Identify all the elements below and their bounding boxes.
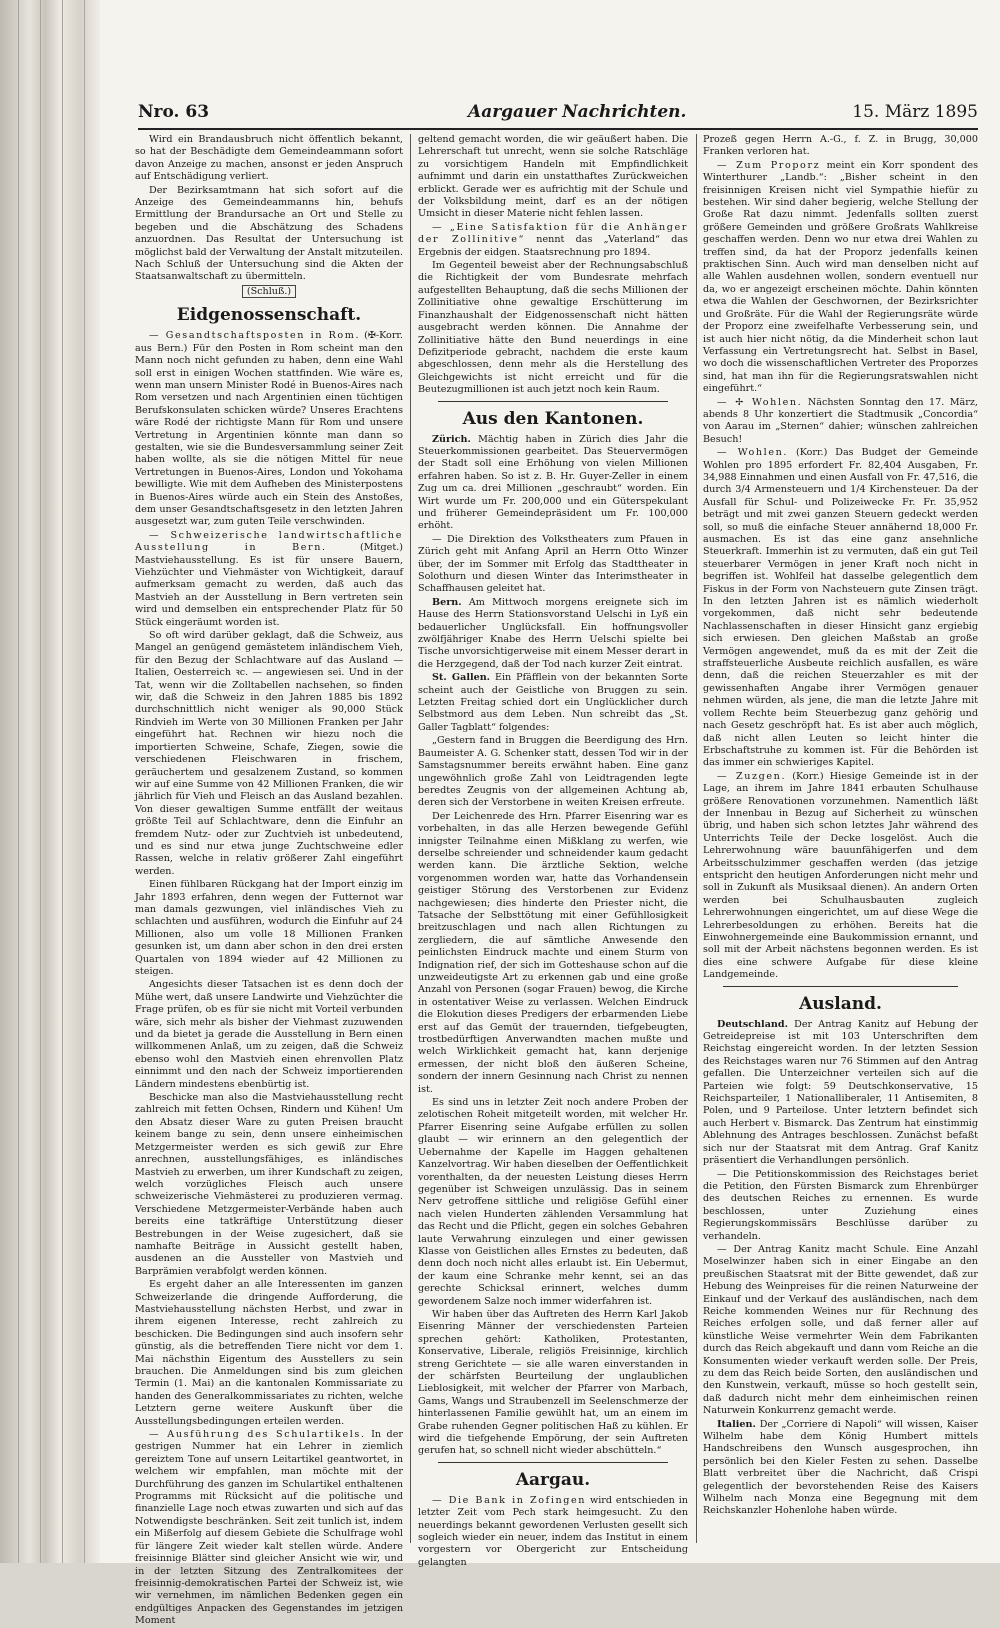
column-1 xyxy=(135,134,403,1627)
end-marker: (Schluß.) xyxy=(135,286,403,298)
item-body: meint ein Korr spondent des Winterthurer „Landb.“: „Bisher scheint in den freisinnigen Kreisen nicht viel Sympathie hiefür zu bestehen. Wir sind daher begierig, welche Stellung der Große Rat dazu nimmt. Jedenfalls sollten zuerst größere Gemeinden und größere Großrats Wahlkreise geschaffen werden. Denn wo nur etwa drei Wahlen zu treffen sind, da hat der Proporz jedenfalls keinen praktischen Sinn. Auch wird man denselben nicht auf alle Wahlen ausdehnen wollen, sondern eventuell nur da, wo er angezeigt erscheinen möchte. Dahin könnten etwa die Wahlen der Geschwornen, der Bezirksrichter und Großräte. Für die Wahl der Regierungsräte würde der Proporz eine zweifelhafte Verbesserung sein, und ist auch hier nicht nötig, da die Minderheit schon laut Verfassung ein Vertretungsrecht hat. Selbst in Basel, wo doch die wissenschaftlichen Vertreter des Proporzes sind, hat man ihn für die Regierungsratswahlen nicht eingeführt.“ xyxy=(703,159,978,395)
column-rule xyxy=(696,134,697,1543)
paragraph: So oft wird darüber geklagt, daß die Schweiz, aus Mangel an genügend gemästetem inländischem Vieh, für den Bezug der Schlachtware auf das Ausland — Italien, Oesterreich ꝛc. — angewiesen sei. Und in der Tat, wenn wir die Zolltabellen nachsehen, so finden wir, daß die Schweiz in den Jahren 1885 bis 1892 durchschnittlich nicht weniger als 90,000 Stück Rindvieh im Werte von 30 Millionen Franken per Jahr eingeführt hat. Rechnen wir hiezu noch die importierten Schweine, Schafe, Ziegen, sowie die verschiedenen Fleischwaren in frischem, geräuchertem und gesalzenem Zustand, so kommen wir auf eine Summe von 42 Millionen Franken, die wir jährlich für Vieh und Fleisch an das Ausland bezahlen. Von dieser gewaltigen Summe entfällt der weitaus größte Teil auf Schlachtware, denn die Einfuhr an fremdem Nutz- oder zur Zuchtvieh ist unbedeutend, und es sind nur etwa junge Zuchtschweine edler Rassen, welche in relativ größerer Zahl eingeführt werden. xyxy=(135,630,403,877)
section-heading-kantone: Aus den Kantonen. xyxy=(462,408,644,429)
paragraph: Wir haben über das Auftreten des Herrn Karl Jakob Eisenring Männer der verschiedensten Parteien sprechen gehört: Katholiken, Protestanten, Konservative, Liberale, religiös Freisinnige, kirchlich streng Gerichtete — sie alle waren einverstanden in der schärfsten Beurteilung der unglaublichen Lieblosigkeit, mit welcher der Pfarrer von Marbach, Gams, Wangs und Straubenzell im Seelenschmerze der hinterlassenen Familie gewühlt hat, um an einem im Grabe ruhenden Gegner politischen Haß zu kühlen. Er wird die tiefgehende Empörung, der sein Auftreten gerufen hat, so schnell nicht wieder abschütteln.“ xyxy=(418,1308,688,1457)
paragraph: Im Gegenteil beweist aber der Rechnungsabschluß die Richtigkeit der vom Bundesrate mehrfach aufgestellten Behauptung, daß die sechs Millionen der Zollinitiative ohne gewaltige Erschütterung im Finanzhaushalt der Eidgenossenschaft nicht hätten ausgebracht werden können. Die Annahme der Zollinitiative hätte den Bund neuerdings in eine Defizitperiode gebracht, nachdem die erste kaum abgeschlossen, denn mehr als die Herstellung des Gleichgewichts ist nicht erreicht und für die Beutezugmillionen ist auch jetzt noch kein Raum. xyxy=(418,260,688,396)
item-body: (Korr.) Hiesige Gemeinde ist in der Lage, an ihrem im Jahre 1841 erbauten Schulhause größere Renovationen vorzunehmen. Namentlich läßt der Innenbau in Bezug auf Sicherheit zu wünschen übrig, und haben sich schon letztes Jahr während des Unterrichts Teile der Decke losgelöst. Auch die Lehrerwohnung wäre bauunfähigerfen und dem Arbeitsschulzimmer geschaffen werden (das jetzige entspricht den heutigen Anforderungen nicht mehr und soll in Zukunft als Musiksaal dienen). An andern Orten werden bei Schulhausbauten zugleich Lehrerwohnungen eingerichtet, um auf diese Wege die Lehrerbesoldungen zu erhöhen. Bereits hat die Einwohnergemeinde eine Baukommission ernannt, und soll mit der Arbeit nächstens begonnen werden. Es ist dies eine schwere Aufgabe für diese kleine Landgemeinde. xyxy=(703,770,978,981)
item-heading: — Schweizerische landwirtschaftliche Ausstellung in Bern. xyxy=(135,529,403,554)
paragraph: Angesichts dieser Tatsachen ist es denn doch der Mühe wert, daß unsere Landwirte und Viehzüchter die Frage prüfen, ob es für sie nicht mit Vorteil verbunden wäre, sich mehr als bisher der Viehmast zuzuwenden und da bietet ja gerade die Ausstellung in Bern einen willkommenen Anlaß, um zu zeigen, daß die Schweiz ebenso wohl den Mastvieh einen ehrenvollen Platz einnimmt und den nach der Schweiz importierenden Ländern mindestens ebenbürtig ist. xyxy=(135,979,403,1090)
paragraph: — Die Direktion des Volkstheaters zum Pfauen in Zürich geht mit Anfang April an Herrn Otto Winzer über, der im Sommer mit Erfolg das Stadttheater in Solothurn und diesen Winter das Interimstheater in Schaffhausen geleitet hat. xyxy=(418,533,688,595)
section-heading-aargau: Aargau. xyxy=(515,1469,591,1490)
column-3 xyxy=(703,134,978,1545)
newspaper-title: Aargauer Nachrichten. xyxy=(468,102,687,122)
paragraph: Der Leichenrede des Hrn. Pfarrer Eisenring war es vorbehalten, in das alle Herzen bewegende Gefühl innigster Teilnahme einen Mißklang zu werfen, wie derselbe schreiender und schneidender kaum gedacht werden kann. Die ärztliche Sektion, welche vorgenommen worden war, hatte das Vorhandensein geistiger Störung des Verstorbenen zur Evidenz nachgewiesen; dies hinderte den Priester nicht, die Tatsache der Selbsttötung mit einer Gefühllosigkeit breitzuschlagen und nach allen Richtungen zu zergliedern, die auf sämtliche Anwesende den peinlichsten Eindruck machte und einem Sturm von Indignation rief, der sich im Gotteshause schon auf die unzweideutigste Art zu erkennen gab und eine große Anzahl von Personen (sogar Frauen) bewog, die Kirche in ostentativer Weise zu verlassen. Welchen Eindruck die Elokution dieses Predigers der erbarmenden Liebe erst auf das Gemüt der trauernden, tiefgebeugten, trostbedürftigen Anverwandten machen mußte und welch Wirklichkeit gemacht hat, kann derjenige ermessen, der nicht bloß den äußeren Scheine, sondern der innern Gesinnung nach Christ zu nennen ist. xyxy=(418,810,688,1095)
country-heading: Deutschland. xyxy=(717,1018,788,1030)
paragraph: Einen fühlbaren Rückgang hat der Import einzig im Jahr 1893 erfahren, denn wegen der Futternot war man damals gezwungen, viel inländisches Vieh zu schlachten und ausführen, wodurch die Einfuhr auf 24 Millionen, also um volle 18 Millionen Franken gesunken ist, um dann aber schon in den drei ersten Quartalen von 1894 wieder auf 42 Millionen zu steigen. xyxy=(135,879,403,977)
item-body: (Korr.) Das Budget der Gemeinde Wohlen pro 1895 erfordert Fr. 82,404 Ausgaben, Fr. 34,988 Einnahmen und einen Ausfall von Fr. 47,516, die durch 3/4 Armensteuern und 1/4 Kirchensteuer. Da der Ausfall für Schul- und Polizeiwecke Fr. Fr. 35,952 beträgt und mit zwei ganzen Steuern gedeckt werden soll, so muß die einfache Steuer annähernd 18,000 Fr. ausmachen. Es ist das eine ganz ansehnliche Steuerkraft. Immerhin ist zu vermuten, daß ein gut Teil steuerbarer Vermögen in jener Kraft noch nicht in begriffen ist. Wohlfeil hat dasselbe gelegentlich dem Fiskus in der Form von Nachsteuern gute Zinsen trägt. In den letzten Jahren ist es nämlich wiederholt vorgekommen, daß nicht sehr bedeutende Nachlassenschaften in dieser Hinsicht ganz ergiebig sich erwiesen. Den gleichen Maßstab an große Vermögen angewendet, muß da es mit der Zeit die straffsteuerliche Ausbeute reichlich ausfallen, es wäre denn, daß die reichen Steuerzahler es mit der gewissenhaften Angabe ihrer Vermögen genauer nehmen würden, als jene, die man die letzte Jahre mit vollem Rechte beim Steuerbezug ganz gehörig und nach Gesetz geschröpft hat. Es ist aber auch möglich, daß nicht allen Leuten so leicht hinter die Erbschaftstruhe zu kommen ist. Für die Behörden ist das immer ein schwieriges Kapitel. xyxy=(703,447,978,769)
canton-heading: Bern. xyxy=(432,596,462,608)
item-body: Mächtig haben in Zürich dies Jahr die Steuerkommissionen gearbeitet. Das Steuervermögen der Stadt soll eine Erhöhung von vielen Millionen erfahren haben. So ist z. B. Hr. Guyer-Zeller in einem Zug um ca. drei Millionen „geschraubt“ worden. Ein Wirt wurde um Fr. 200,000 und ein Güterspekulant und früherer Gemeindepräsident um Fr. 100,000 erhöht. xyxy=(418,433,688,532)
item-heading: — ✢ Wohlen. xyxy=(717,396,803,408)
item-heading: — Zuzgen. xyxy=(717,770,787,782)
item-body: Der „Corriere di Napoli“ will wissen, Kaiser Wilhelm habe dem König Humbert mittels Handschreibens den Wunsch ausgesprochen, ihn persönlich bei den Kieler Festen zu sehen. Dasselbe Blatt verbreitet über die Nachricht, daß Crispi gelegentlich der bevorstehenden Reise des Kaisers Wilhelm nach Monza eine Begegnung mit dem Reichskanzler Hohenlohe haben würde. xyxy=(703,1418,978,1517)
paragraph: — Der Antrag Kanitz macht Schule. Eine Anzahl Moselwinzer haben sich in einer Eingabe an den preußischen Staatsrat mit der Bitte gewendet, daß zur Hebung des Weinpreises für die reinen Naturweine der Einkauf und der Verkauf des ausländischen, nach dem Reiche kommenden Weines nur für Rechnung des Reiches erfolgen solle, und daß ferner aller auf künstliche Weise vermehrter Wein dem Fabrikanten durch das Reich abgekauft und dann vom Reiche an die Konsumenten wieder verkauft werden solle. Der Preis, zu dem das Reich beide Sorten, den ausländischen und den Kunstwein, verkauft, müsse so hoch gestellt sein, daß dadurch nicht mehr dem einheimischen reinen Naturwein Konkurrenz gemacht werde. xyxy=(703,1243,978,1417)
item-body: Nächsten Sonntag den 17. März, abends 8 Uhr konzertiert die Stadtmusik „Concordia“ von Aarau im „Sternen“ dahier; wünschen zahlreichen Besuch! xyxy=(703,396,978,445)
paragraph: Beschicke man also die Mastviehausstellung recht zahlreich mit fetten Ochsen, Rindern und Kühen! Um den Absatz dieser Ware zu guten Preisen braucht keinem bange zu sein, denn unsere einheimischen Metzgermeister werden es sich gewiß zur Ehre anrechnen, ausstellungsfähiges, es inländisches Mastvieh zu erwerben, um ihrer Kundschaft zu zeigen, welch vorzügliches Fleisch auch unsere schweizerische Viehmästerei zu produzieren vermag. Verschiedene Metzgermeister-Verbände haben auch bereits eine tatkräftige Unterstützung dieser Bestrebungen in der Weise zugesichert, daß sie namhafte Beiträge in Aussicht gestellt haben, ausdenen an die Aussteller von Mastvieh und Barprämien verabfolgt werden können. xyxy=(135,1092,403,1277)
item-body: (Mitget.) Mastviehausstellung. Es ist für unsere Bauern, Viehzüchter und Viehmäster von Wichtigkeit, darauf aufmerksam gemacht zu werden, daß auch das Mastvieh an der Ausstellung in Bern vertreten sein wird und demselben ein entsprechender Platz für 50 Stück eingeräumt worden ist. xyxy=(135,542,403,628)
paragraph: Prozeß gegen Herrn A.-G., f. Z. in Brugg, 30,000 Franken verloren hat. xyxy=(703,134,978,158)
item-body: wird entschieden in letzter Zeit vom Pech stark heimgesucht. Zu den neuerdings bekannt gewordenen Verlusten gesellt sich sogleich wieder ein neuer, indem das Institut in einem vorgestern vor Obergericht zur Entscheidung gelangten xyxy=(418,1494,688,1568)
section-divider xyxy=(438,1462,668,1463)
paragraph: Es ergeht daher an alle Interessenten im ganzen Schweizerlande die dringende Aufforderung, die Mastviehausstellung nächsten Herbst, und zwar in ihrem eigenen Interesse, recht zahlreich zu beschicken. Die Bedingungen sind auch insofern sehr günstig, als die betreffenden Tiere nicht vor dem 1. Mai nächsthin Eigentum des Ausstellers zu sein brauchen. Die Anmeldungen sind bis zum gleichen Termin (1. Mai) an die kantonalen Kommissariate zu handen des Generalkommissariates zu richten, welche Letztern gerne weitere Auskunft über die Ausstellungsbedingungen erteilen werden. xyxy=(135,1279,403,1427)
country-heading: Italien. xyxy=(717,1418,756,1430)
item-heading: — Die Bank in Zofingen xyxy=(432,1494,587,1506)
item-heading: — Ausführung des Schulartikels. xyxy=(149,1429,366,1441)
paragraph: geltend gemacht worden, die wir geäußert haben. Die Lehrerschaft tut unrecht, wenn sie solche Ratschläge zu vorsichtigem Handeln mit Empfindlichkeit aufnimmt und darin ein unstatthaftes Zurückweichen erblickt. Gerade wer es aufrichtig mit der Schule und der Volksbildung meint, darf es an der nötigen Umsicht in dieser Materie nicht fehlen lassen. xyxy=(418,134,688,220)
item-body: In der gestrigen Nummer hat ein Lehrer in ziemlich gereiztem Tone auf unsern Leitartikel geantwortet, in welchem wir empfahlen, man möchte mit der Durchführung des ganzen im Schulartikel enthaltenen Programms mit Rücksicht auf die politische und finanzielle Lage noch etwas zuwarten und sich auf das Notwendigste beschränken. Seit zeit tunlich ist, indem ein Mißerfolg auf diesem Gebiete die Schulfrage wohl für längere Zeit wieder kalt stellen würde. Andere freisinnige Blätter sind gleicher Ansicht wie wir, und in der letzten Sitzung des Zentralkomitees der freisinnig-demokratischen Partei der Schweiz ist, wie wir vernehmen, im nämlichen Bedenken gegen ein endgültiges Anpacken des Gegenstandes im jetzigen Moment xyxy=(135,1429,403,1627)
section-heading-ausland: Ausland. xyxy=(799,993,882,1014)
canton-heading: Zürich. xyxy=(432,433,471,445)
section-divider xyxy=(723,986,958,987)
item-body: nennt das „Vaterland“ das Ergebnis der eidgen. Staatsrechnung pro 1894. xyxy=(418,234,688,258)
item-body: Ein Pfäfflein von der bekannten Sorte scheint auch der Geistliche von Bruggen zu sein. Letzten Freitag schied dort ein Unglücklicher durch Selbstmord aus dem Leben. Nun schreibt das „St. Galler Tagblatt“ folgendes: xyxy=(418,672,688,733)
item-heading: — Zum Proporz xyxy=(717,159,821,171)
book-binding xyxy=(0,0,100,1563)
column-2 xyxy=(418,134,689,1568)
item-heading: — Gesandtschaftsposten in Rom. xyxy=(149,330,361,342)
issue-number: Nro. 63 xyxy=(138,102,210,122)
paragraph: „Gestern fand in Bruggen die Beerdigung des Hrn. Baumeister A. G. Schenker statt, dessen Tod wir in der Samstagsnummer bereits erwähnt haben. Eine ganz ungewöhnlich große Zahl von Leidtragenden legte beredtes Zeugnis von der allgemeinen Achtung ab, deren sich der Verstorbene in weiten Kreisen erfreute. xyxy=(418,735,688,809)
item-body: Am Mittwoch morgens ereignete sich im Hause des Herrn Stationsvorstand Uelschi in Lyß ein bedauerlicher Unglücksfall. Ein hoffnungsvoller zwölfjähriger Knabe des Herrn Uelschi spielte bei Tische unvorsichtigerweise mit einem Messer derart in die Herzgegend, daß der Tod nach kurzer Zeit eintrat. xyxy=(418,596,689,670)
newspaper-page xyxy=(100,0,1000,1627)
item-heading: — Wohlen. xyxy=(717,447,789,459)
item-body: Der Antrag Kanitz auf Hebung der Getreidepreise ist mit 103 Unterschriften dem Reichstag eingereicht worden. In der letzten Session des Reichstages waren nur 76 Stimmen auf den Antrag gefallen. Die Unterzeichner verteilen sich auf die Parteien wie folgt: 59 Deutschkonservative, 15 Reichsparteiler, 1 Nationalliberaler, 11 Antisemiten, 8 Polen, und 9 Parteilose. Unter letztern befindet sich auch Herbert v. Bismarck. Das Zentrum hat einstimmig Ablehnung des Antrages beschlossen. Zunächst befaßt sich nur der Staatsrat mit dem Antrag. Graf Kanitz präsentiert die Verhandlungen persönlich. xyxy=(703,1018,978,1167)
paragraph: Wird ein Brandausbruch nicht öffentlich bekannt, so hat der Beschädigte dem Gemeindeammann sofort davon Anzeige zu machen, ansonst er jeden Anspruch auf Entschädigung verliert. xyxy=(135,134,403,183)
section-divider xyxy=(438,401,668,402)
page-header xyxy=(138,100,978,130)
paragraph: Der Bezirksamtmann hat sich sofort auf die Anzeige des Gemeindeammanns hin, behufs Ermittlung der Brandursache an Ort und Stelle zu begeben und die Abschätzung des Schadens anzuordnen. Das Resultat der Untersuchung ist möglichst bald der Verwaltung der Anstalt mitzuteilen. Nach Schluß der Untersuchung sind die Akten der Staatsanwaltschaft zu übermitteln. xyxy=(135,184,403,283)
column-rule xyxy=(410,134,411,1543)
item-body: (✠-Korr. aus Bern.) Für den Posten in Rom scheint man den Mann noch nicht gefunden zu haben, denn eine Wahl soll erst in einigen Wochen stattfinden. Wie wäre es, wenn man unsern Minister Rodé in Buenos-Aires nach Rom versetzen und nach Argentinien einen tüchtigen Berufskonsulaten schicken würde? Unseres Erachtens wäre Rodé der richtigste Mann für Rom und unsere Vertretung in Argentinien könnte man dann so gestalten, wie sie die Bundesversammlung seiner Zeit haben wollte, als sie die nötigen Mittel für neue Vertretungen in Buenos-Aires, London und Yokohama bewilligte. Wie mit dem Aufheben des Ministerpostens in Buenos-Aires würde auch ein Stein des Anstoßes, dem unser Gesandtschaftsgesetz in den letzten Jahren ausgesetzt war, zum guten Teile verschwinden. xyxy=(135,330,403,528)
section-heading-eidgenossenschaft: Eidgenossenschaft. xyxy=(176,305,362,326)
canton-heading: St. Gallen. xyxy=(432,672,491,684)
paragraph: — Die Petitionskommission des Reichstages beriet die Petition, den Fürsten Bismarck zum Ehrenbürger des deutschen Reiches zu ernennen. Es wurde beschlossen, unter Zuziehung eines Regierungskommissärs Beschlüsse darüber zu verhandeln. xyxy=(703,1168,978,1242)
paragraph: Es sind uns in letzter Zeit noch andere Proben der zelotischen Roheit mitgeteilt worden, mit welcher Hr. Pfarrer Eisenring seine Aufgabe erfüllen zu sollen glaubt — wir erinnern an den gelegentlich der Uebernahme der Kapelle im Haggen gehaltenen Kanzelvortrag. Wir haben dieselben der Oeffentlichkeit vorenthalten, da der neuesten Leistung dieses Herrn gegenüber ist Schweigen unzulässig. Das in seinem Nerv getroffene sittliche und religiöse Gefühl einer nach vielen Hunderten zählenden Versammlung hat das Recht und die Pflicht, gegen ein solches Gebahren laute Verwahrung einzulegen und einer gewissen Klasse von Geistlichen alles Ernstes zu bedeuten, daß denn doch noch nicht alles erlaubt ist. Ein Uebermut, der kaum eine Schranke mehr kennt, sei an das gerechte Schicksal erinnert, welches dumm gewordenem Salze noch immer widerfahren ist. xyxy=(418,1097,688,1307)
issue-date: 15. März 1895 xyxy=(852,102,978,122)
item-heading: — „Eine Satisfaktion für die Anhänger der Zollinitive“ xyxy=(418,221,688,246)
